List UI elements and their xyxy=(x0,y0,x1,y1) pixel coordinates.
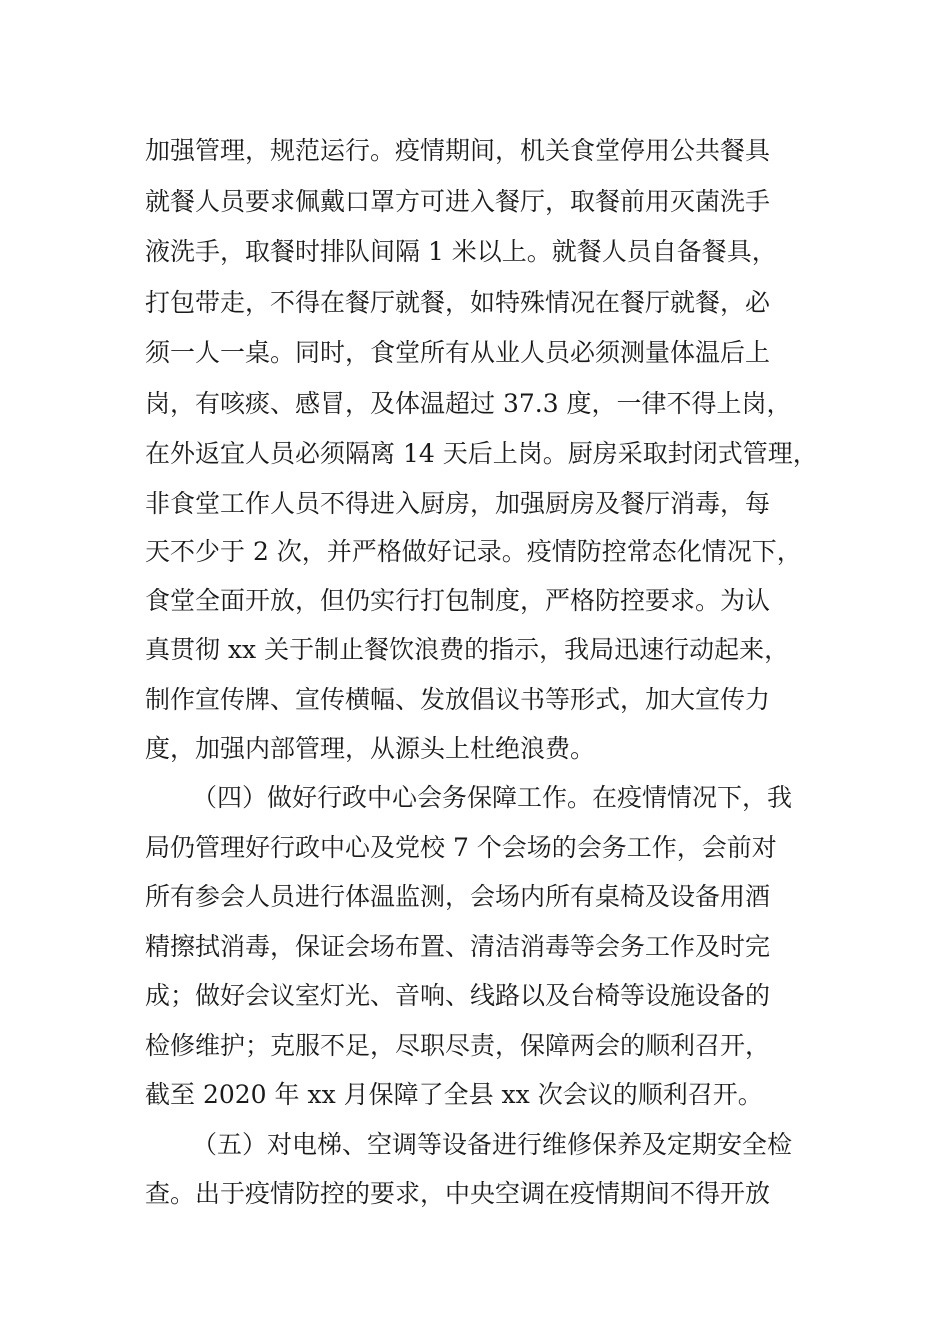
paragraph-start-line: （四）做好行政中心会务保障工作。在疫情情况下，我 xyxy=(192,783,793,812)
text-line: 精擦拭消毒，保证会场布置、清洁消毒等会务工作及时完 xyxy=(145,932,771,961)
text-line: 真贯彻 xx 关于制止餐饮浪费的指示，我局迅速行动起来， xyxy=(145,635,790,664)
text-line: 天不少于 2 次，并严格做好记录。疫情防控常态化情况下， xyxy=(145,537,802,566)
text-line: 制作宣传牌、宣传横幅、发放倡议书等形式，加大宣传力 xyxy=(145,685,771,714)
text-line: 就餐人员要求佩戴口罩方可进入餐厅，取餐前用灭菌洗手 xyxy=(145,187,771,216)
text-line: 截至 2020 年 xx 月保障了全县 xx 次会议的顺利召开。 xyxy=(145,1080,763,1109)
text-line: 检修维护；克服不足，尽职尽责，保障两会的顺利召开， xyxy=(145,1031,771,1060)
text-line: 局仍管理好行政中心及党校 7 个会场的会务工作，会前对 xyxy=(145,833,777,862)
text-line: 非食堂工作人员不得进入厨房，加强厨房及餐厅消毒，每 xyxy=(145,489,771,518)
text-line: 度，加强内部管理，从源头上杜绝浪费。 xyxy=(145,734,596,763)
text-line: 查。出于疫情防控的要求，中央空调在疫情期间不得开放 xyxy=(145,1179,771,1208)
text-line: 打包带走，不得在餐厅就餐，如特殊情况在餐厅就餐，必 xyxy=(145,288,771,317)
text-line: 加强管理，规范运行。疫情期间，机关食堂停用公共餐具 xyxy=(145,136,771,165)
text-line: 所有参会人员进行体温监测，会场内所有桌椅及设备用酒 xyxy=(145,882,771,911)
text-line: 成；做好会议室灯光、音响、线路以及台椅等设施设备的 xyxy=(145,981,771,1010)
text-line: 岗，有咳痰、感冒，及体温超过 37.3 度，一律不得上岗， xyxy=(145,389,792,418)
text-line: 在外返宜人员必须隔离 14 天后上岗。厨房采取封闭式管理， xyxy=(145,439,818,468)
text-line: 液洗手，取餐时排队间隔 1 米以上。就餐人员自备餐具， xyxy=(145,237,777,266)
text-line: 须一人一桌。同时，食堂所有从业人员必须测量体温后上 xyxy=(145,338,771,367)
paragraph-start-line: （五）对电梯、空调等设备进行维修保养及定期安全检 xyxy=(192,1130,793,1159)
text-line: 食堂全面开放，但仍实行打包制度，严格防控要求。为认 xyxy=(145,586,771,615)
